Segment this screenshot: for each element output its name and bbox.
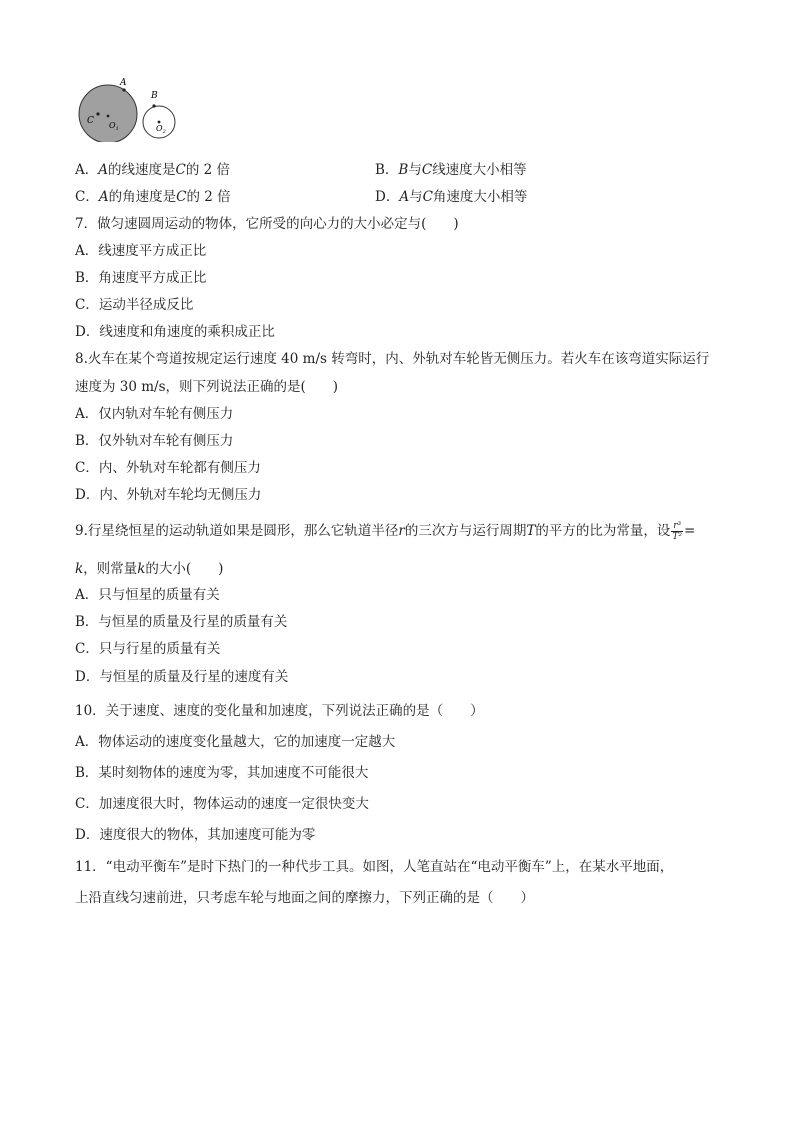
q11-stem-line2: 上沿直线匀速前进，只考虑车轮与地面之间的摩擦力，下列正确的是（ ） bbox=[75, 890, 534, 906]
q6-option-b: B．B与C线速度大小相等 bbox=[375, 162, 527, 178]
q9-stem-line1: 9.行星绕恒星的运动轨道如果是圆形，那么它轨道半径r的三次方与运行周期T的平方的比为常量，设 $\frac{\text{r³}}{\text{T²}}$ = bbox=[75, 521, 696, 542]
q7-stem: 7．做匀速圆周运动的物体，它所受的向心力的大小必定与( ) bbox=[75, 216, 459, 232]
q9-option-d: D．与恒星的质量及行星的速度有关 bbox=[75, 669, 289, 685]
label-A: A bbox=[120, 78, 127, 88]
r3-over-T2-fraction: $\frac{\text{r³}}{\text{T²}}$ bbox=[672, 521, 682, 542]
two-wheels-figure bbox=[72, 76, 192, 142]
label-C: C bbox=[87, 116, 94, 126]
q11-stem-line1: 11．“电动平衡车”是时下热门的一种代步工具。如图，人笔直站在“电动平衡车”上，在某水平地面， bbox=[75, 859, 674, 875]
q9-option-a: A．只与恒星的质量有关 bbox=[75, 587, 220, 603]
label-B: B bbox=[151, 91, 158, 101]
q8-option-a: A．仅内轨对车轮有侧压力 bbox=[75, 406, 234, 422]
q9-option-c: C．只与行星的质量有关 bbox=[75, 641, 221, 657]
q8-option-b: B．仅外轨对车轮有侧压力 bbox=[75, 433, 234, 449]
q7-option-b: B．角速度平方成正比 bbox=[75, 270, 207, 286]
q7-option-d: D．线速度和角速度的乘积成正比 bbox=[75, 324, 275, 340]
point-O1-dot bbox=[107, 115, 110, 118]
q8-stem-line1: 8.火车在某个弯道按规定运行速度 40 m/s 转弯时，内、外轨对车轮皆无侧压力。若火车在该弯道实际运行 bbox=[75, 351, 710, 367]
q7-option-c: C．运动半径成反比 bbox=[75, 297, 194, 313]
q8-option-c: C．内、外轨对车轮都有侧压力 bbox=[75, 460, 261, 476]
q10-option-a: A．物体运动的速度变化量越大，它的加速度一定越大 bbox=[75, 734, 396, 750]
q10-option-c: C．加速度很大时，物体运动的速度一定很快变大 bbox=[75, 796, 369, 812]
q6-option-d: D．A与C角速度大小相等 bbox=[375, 189, 528, 205]
point-O2-dot bbox=[158, 121, 161, 124]
q9-stem-line2: k，则常量k的大小( ) bbox=[75, 561, 224, 577]
q6-option-a: A．A的线速度是C的 2 倍 bbox=[75, 162, 231, 178]
q8-stem-line2: 速度为 30 m/s，则下列说法正确的是( ) bbox=[75, 379, 339, 395]
label-O1: $O_1$ bbox=[109, 121, 119, 132]
large-wheel bbox=[79, 85, 137, 142]
point-C-dot bbox=[96, 112, 99, 115]
q8-option-d: D．内、外轨对车轮均无侧压力 bbox=[75, 487, 262, 503]
point-B-dot bbox=[152, 104, 155, 107]
q6-option-c: C．A的角速度是C的 2 倍 bbox=[75, 189, 231, 205]
q7-option-a: A．线速度平方成正比 bbox=[75, 243, 207, 259]
point-A-dot bbox=[122, 88, 125, 91]
q9-option-b: B．与恒星的质量及行星的质量有关 bbox=[75, 614, 288, 630]
q10-option-d: D．速度很大的物体，其加速度可能为零 bbox=[75, 827, 316, 843]
q10-stem: 10．关于速度、速度的变化量和加速度，下列说法正确的是（ ） bbox=[75, 703, 484, 719]
label-O2: $O_2$ bbox=[156, 124, 166, 135]
q10-option-b: B．某时刻物体的速度为零，其加速度不可能很大 bbox=[75, 765, 369, 781]
